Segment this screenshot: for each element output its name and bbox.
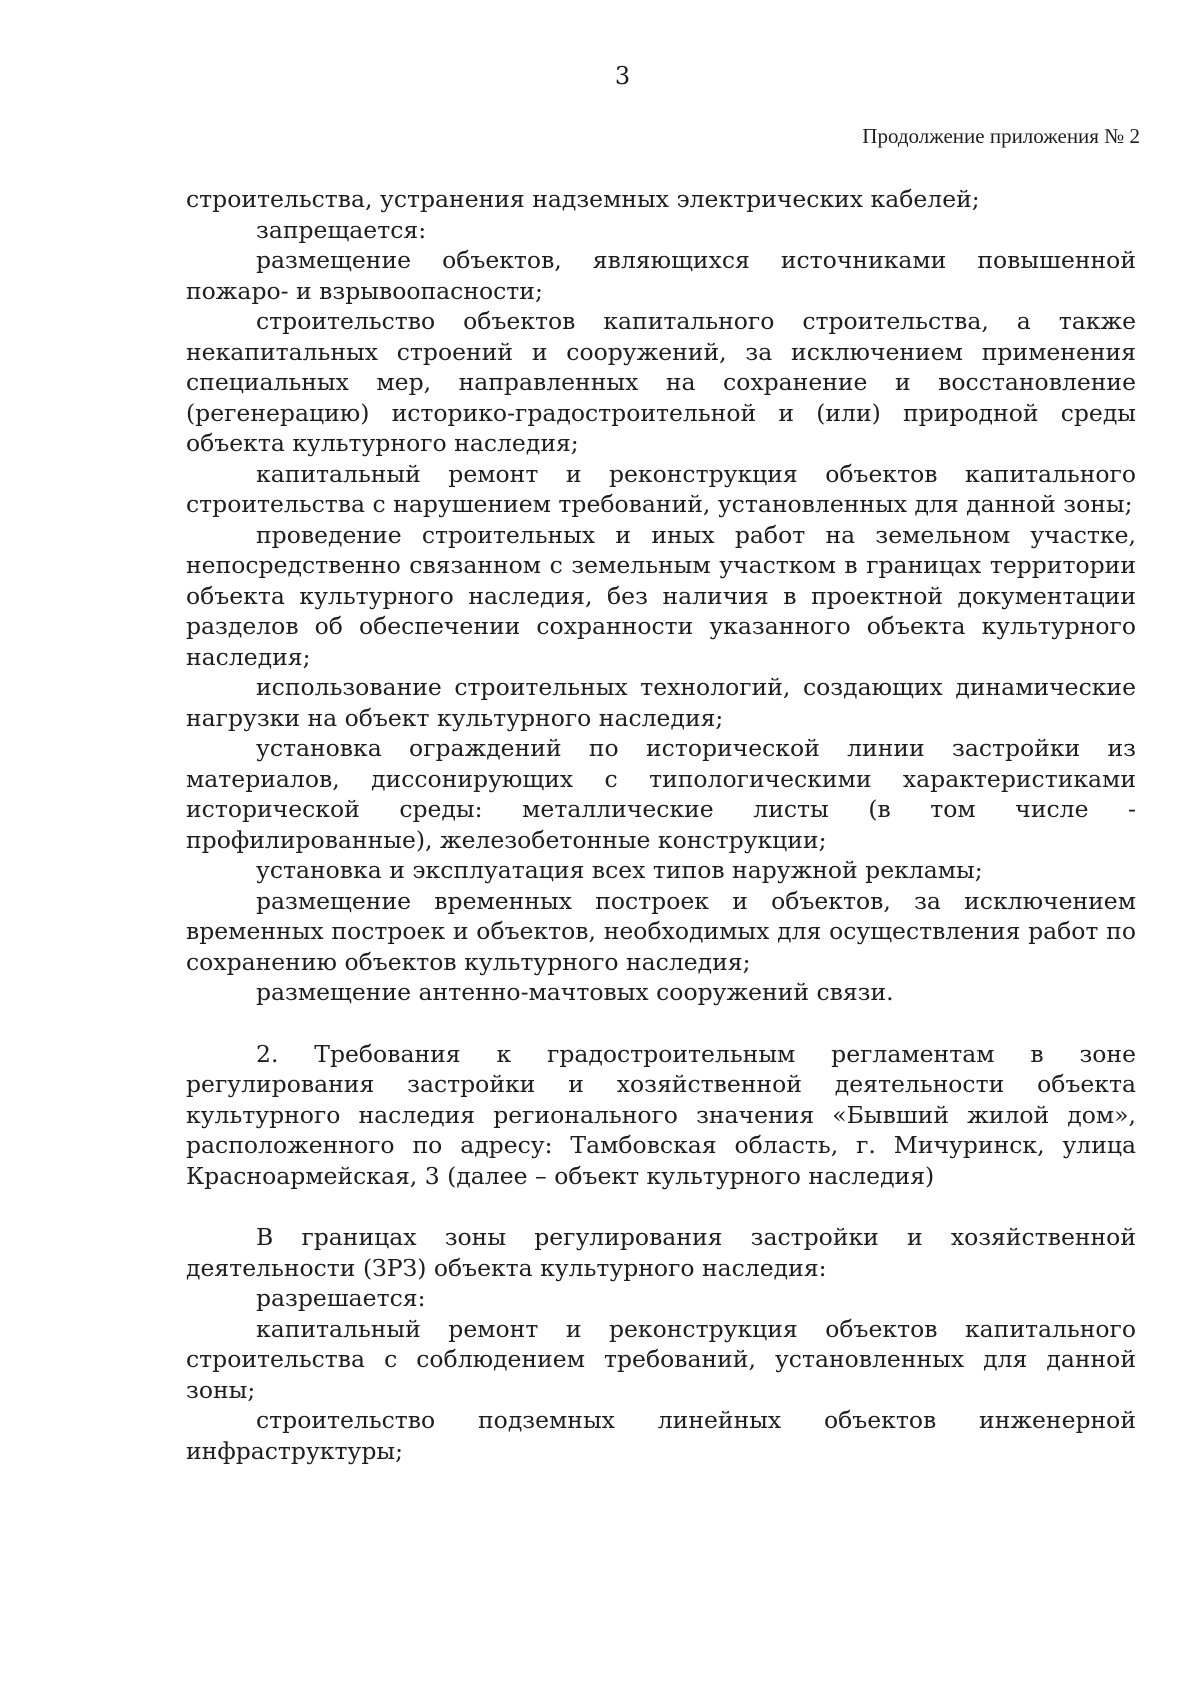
section-2-heading: 2. Требования к градостроительным регламентам в зоне регулирования застройки и хозяйственной деятельности объекта культурного наследия регионального значения «Бывший жилой дом», расположенного по адресу: Тамбовская область, г. Мичуринск, улица Красноармейская, 3 (далее – объект культурного наследия) <box>186 1039 1136 1190</box>
paragraph-temporary-buildings: размещение временных построек и объектов, за исключением временных построек и объектов, необходимых для осуществления работ по сохранению объектов культурного наследия; <box>186 886 1136 976</box>
paragraph-repair-violations: капитальный ремонт и реконструкция объектов капитального строительства с нарушением требований, установленных для данной зоны; <box>186 459 1136 518</box>
document-body <box>186 184 1136 1466</box>
paragraph-fences: установка ограждений по исторической линии застройки из материалов, диссонирующих с типологическими характеристиками исторической среды: металлические листы (в том числе - профилированные), железобетонные конструкции; <box>186 734 1136 854</box>
paragraph-construction-cables: строительства, устранения надземных электрических кабелей; <box>186 185 980 213</box>
section-spacer <box>186 1008 1136 1039</box>
paragraph-advertising: установка и эксплуатация всех типов наружной рекламы; <box>256 856 983 884</box>
paragraph-dynamic-loads: использование строительных технологий, создающих динамические нагрузки на объект культурного наследия; <box>186 673 1136 732</box>
section-spacer <box>186 1191 1136 1222</box>
paragraph-prohibited-heading: запрещается: <box>256 215 427 244</box>
paragraph-construction-works: проведение строительных и иных работ на земельном участке, непосредственно связанном с земельным участком в границах территории объекта культурного наследия, без наличия в проектной документации разделов об обеспечении сохранности указанного объекта культурного наследия; <box>186 520 1136 671</box>
paragraph-repair-compliance: капитальный ремонт и реконструкция объектов капитального строительства с соблюдением требований, установленных для данной зоны; <box>186 1314 1136 1404</box>
page-number: 3 <box>614 62 631 90</box>
paragraph-antenna-masts: размещение антенно-мачтовых сооружений связи. <box>256 978 894 1006</box>
paragraph-underground-infrastructure: строительство подземных линейных объектов инженерной инфраструктуры; <box>186 1406 1136 1465</box>
appendix-continuation-note: Продолжение приложения № 2 <box>862 124 1140 148</box>
paragraph-allowed-heading: разрешается: <box>256 1284 426 1312</box>
paragraph-capital-construction: строительство объектов капитального строительства, а также некапитальных строений и сооружений, за исключением применения специальных мер, направленных на сохранение и восстановление (регенерацию) историко-градостроительной и (или) природной среды объекта культурного наследия; <box>186 307 1136 457</box>
paragraph-fire-hazard-objects: размещение объектов, являющихся источниками повышенной пожаро- и взрывоопасности; <box>186 246 1136 305</box>
paragraph-zrz-boundaries: В границах зоны регулирования застройки и хозяйственной деятельности (ЗРЗ) объекта культурного наследия: <box>186 1223 1136 1282</box>
